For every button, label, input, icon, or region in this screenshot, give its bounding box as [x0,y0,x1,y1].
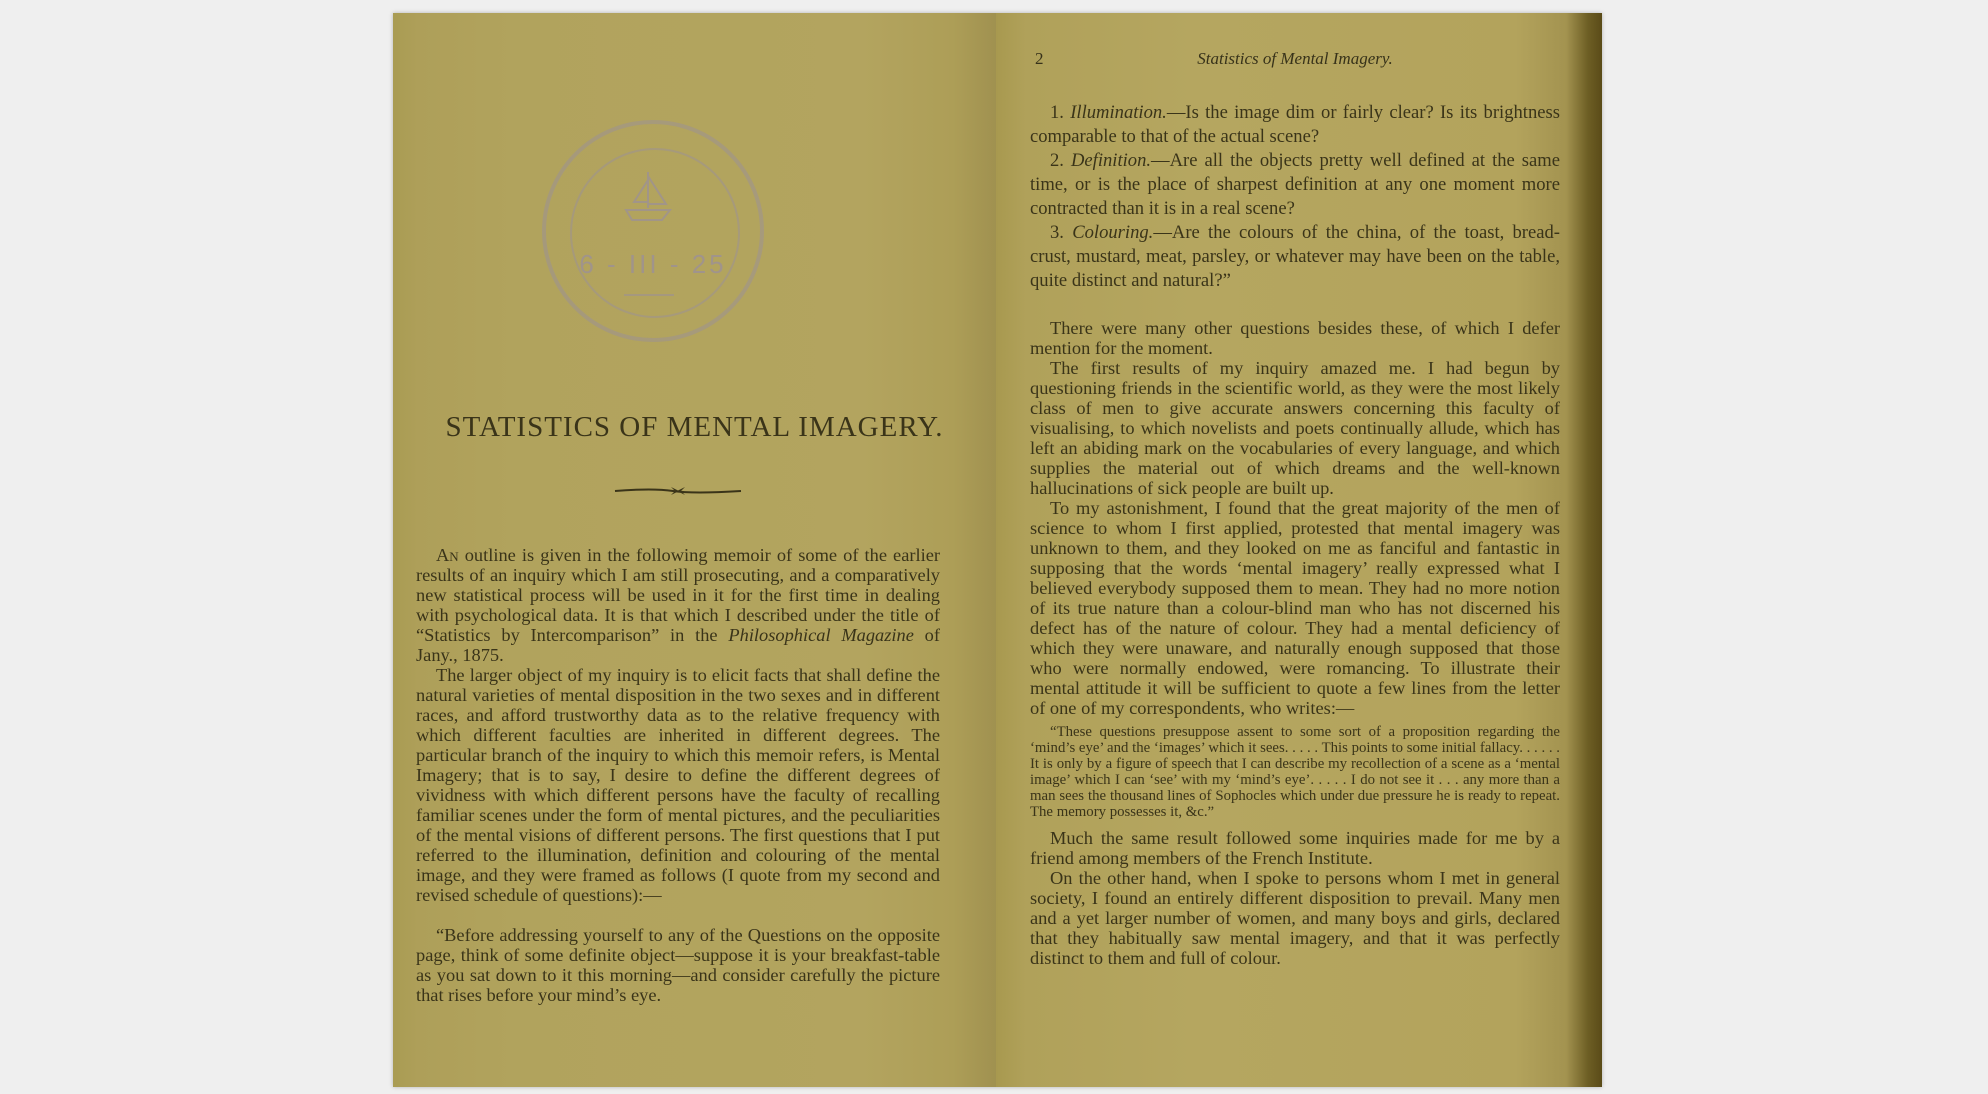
left-body [416,545,940,1005]
right-page [996,13,1602,1087]
paragraph-1: An outline is given in the following memoir of some of the earlier results of an inquiry which I am still prosecuting, and a comparatively new statistical process will be used in it for the first time in dealing with psychological data. It is that which I described under the title of “Statistics by Intercomparison” in the Philosophical Magazine of Jany., 1875. [416,545,941,665]
ornament-divider [613,484,743,498]
block-quote: “These questions presuppose assent to some sort of a proposition regarding the ‘mind’s eye’ and the ‘images’ which it sees. . . . . This points to some initial fallacy. . . . . . It is only by a figure of speech that I can describe my recollection of a scene as a ‘mental image’ which I can ‘see’ with my ‘mind’s eye’. . . . . I do not see it . . . any more than a man sees the thousand lines of Sophocles which under due pressure he is ready to repeat. The memory possesses it, &c.” [1030,724,1560,820]
book-spread [393,13,1602,1087]
paragraph-3: “Before addressing yourself to any of the Questions on the opposite page, think of some definite object—suppose it is your breakfast-table as you sat down to it this morning—and consider carefully the picture that rises before your mind’s eye. [416,925,940,1005]
library-stamp [542,120,764,342]
stamp-date: 6 - III - 25 [579,249,727,279]
left-page [393,13,996,1087]
paragraph-8: On the other hand, when I spoke to persons whom I met in general society, I found an entirely different disposition to prevail. Many men and a yet larger number of women, and many boys and girls, declared that they habitually saw mental imagery, and that it was perfectly distinct to them and full of colour. [1030,868,1560,968]
paragraph-6: To my astonishment, I found that the great majority of the men of science to whom I first applied, protested that mental imagery was unknown to them, and they looked on me as fanciful and fantastic in supposing that the words ‘mental imagery’ really expressed what I believed everybody supposed them to mean. They had no more notion of its true nature than a colour-blind man who has not discerned his defect has of the nature of colour. They had a mental deficiency of which they were unaware, and naturally enough supposed that those who were normally endowed, were romancing. To illustrate their mental attitude it will be sufficient to quote a few lines from the letter of one of my correspondents, who writes:— [1030,498,1560,718]
journal-title: Philosophical Magazine [728,625,914,645]
paragraph-5: The first results of my inquiry amazed me. I had begun by questioning friends in the scientific world, as they were the most likely class of men to give accurate answers concerning this faculty of visualising, to which novelists and poets continually allude, which has left an abiding mark on the vocabularies of every language, and which supplies the material out of which dreams and the well-known hallucinations of sick people are built up. [1030,358,1560,498]
running-header [1030,49,1560,73]
question-list [1030,101,1560,293]
page-number: 2 [1035,49,1044,68]
paragraph-2: The larger object of my inquiry is to elicit facts that shall define the natural varieties of mental disposition in the two sexes and in different races, and afford trustworthy data as to the relative frequency with which different faculties are inherited in different degrees. The particular branch of the inquiry to which this memoir refers, is Mental Imagery; that is to say, I desire to define the different degrees of vividness with which different persons have the faculty of recalling familiar scenes under the form of mental pictures, and the peculiarities of the mental visions of different persons. The first questions that I put referred to the illumination, definition and colouring of the mental image, and they were framed as follows (I quote from my second and revised schedule of questions):— [416,665,940,905]
question-1: 1. Illumination.—Is the image dim or fairly clear? Is its brightness comparable to that of the actual scene? [1030,102,1560,147]
right-body [1030,318,1560,968]
question-3: 3. Colouring.—Are the colours of the china, of the toast, bread-crust, mustard, meat, parsley, or whatever may have been on the table, quite distinct and natural?” [1030,222,1560,291]
ship-icon [618,168,678,226]
running-title: Statistics of Mental Imagery. [1197,49,1393,68]
dropcap-word: An [436,545,459,565]
paragraph-4: There were many other questions besides these, of which I defer mention for the moment. [1030,318,1560,358]
page-title: STATISTICS OF MENTAL IMAGERY. [445,411,944,443]
paragraph-7: Much the same result followed some inquiries made for me by a friend among members of the French Institute. [1030,828,1560,868]
question-2: 2. Definition.—Are all the objects pretty well defined at the same time, or is the place of sharpest definition at any one moment more contracted than it is in a real scene? [1030,150,1560,219]
